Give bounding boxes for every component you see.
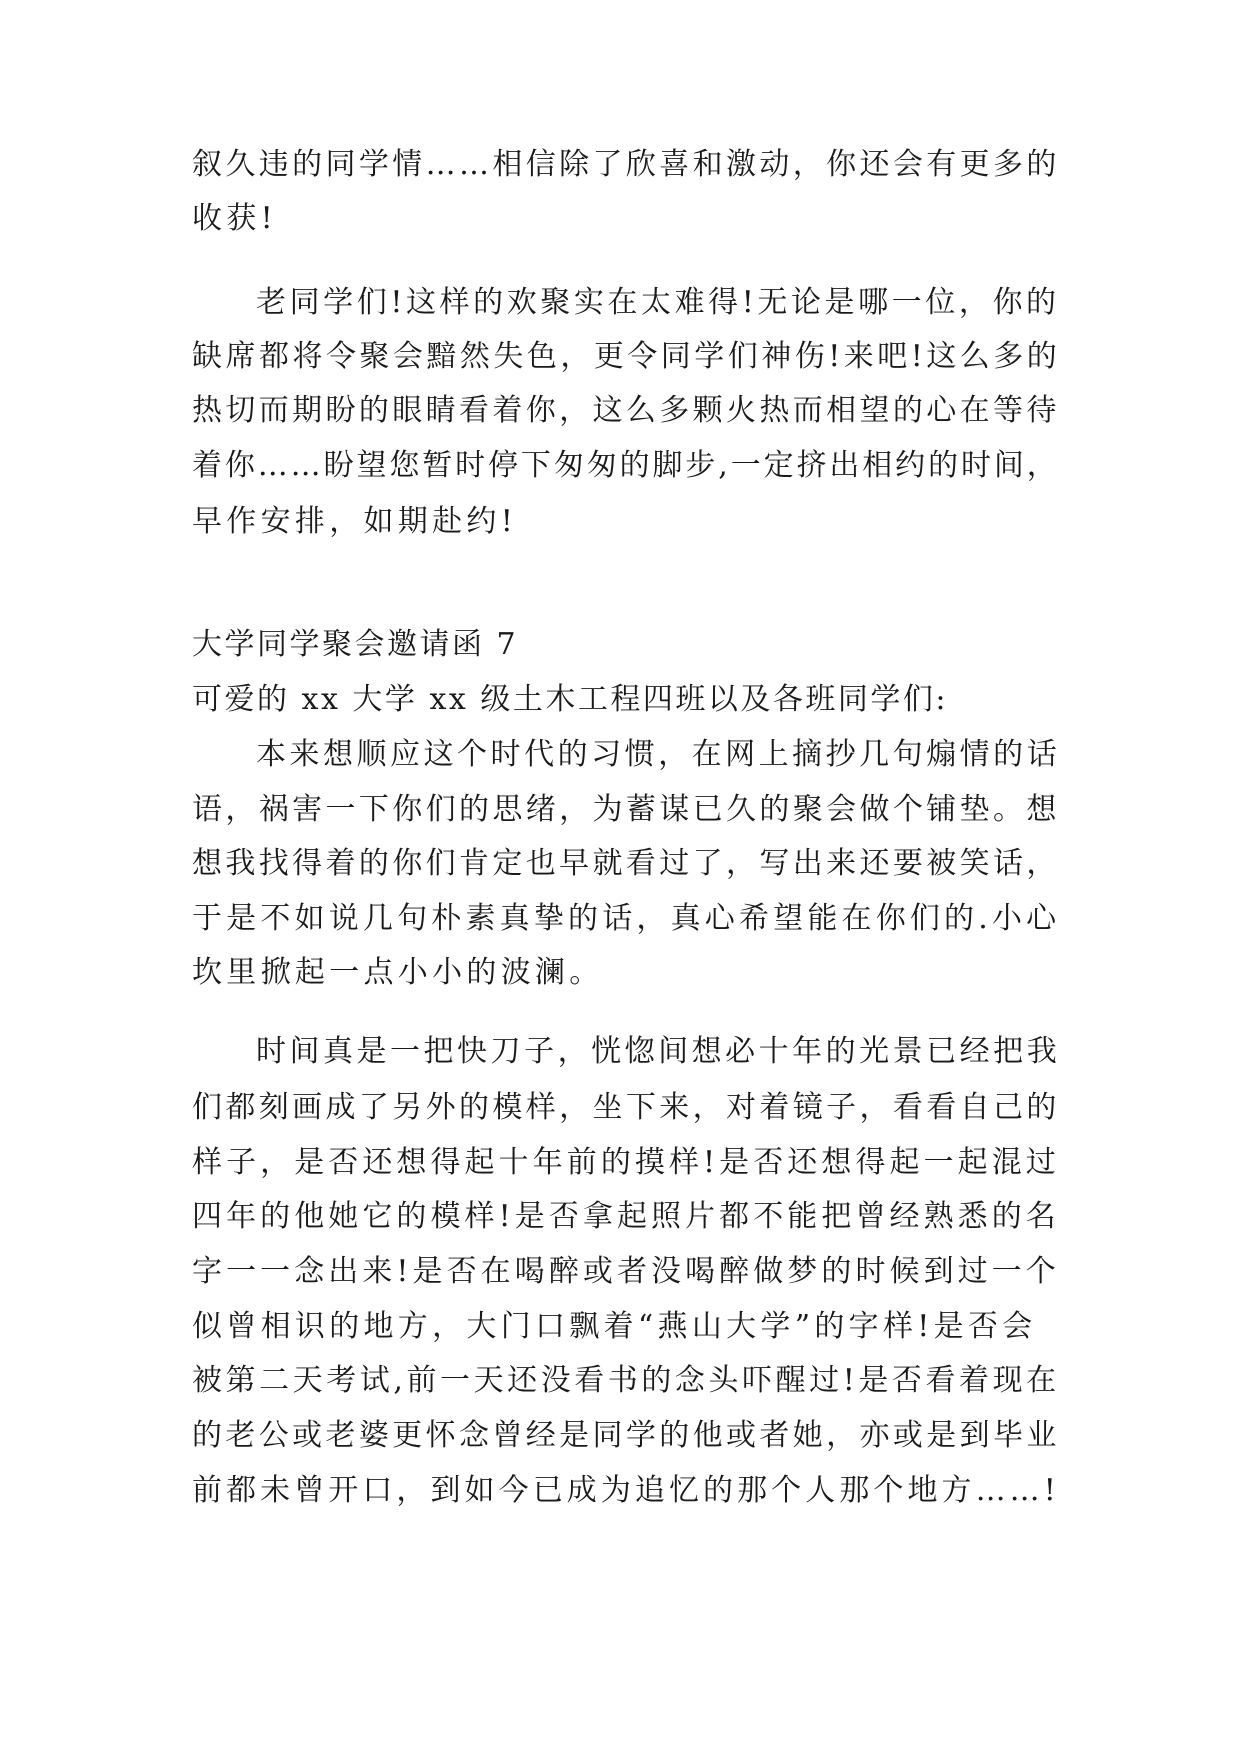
text-line: 样子，是否还想得起十年前的摸样!是否还想得起一起混过	[192, 1145, 1060, 1180]
text-line: 的老公或老婆更怀念曾经是同学的他或者她，亦或是到毕业	[192, 1418, 1060, 1453]
text-line: 前都未曾开口，到如今已成为追忆的那个人那个地方……!	[192, 1473, 1060, 1508]
paragraph-first-line: 本来想顺应这个时代的习惯，在网上摘抄几句煽情的话	[256, 737, 1061, 772]
text-line: 叙久违的同学情……相信除了欣喜和激动，你还会有更多的	[192, 147, 1060, 182]
text-line: 四年的他她它的模样!是否拿起照片都不能把曾经熟悉的名	[192, 1199, 1060, 1234]
text-line: 字一一念出来!是否在喝醉或者没喝醉做梦的时候到过一个	[192, 1254, 1060, 1289]
salutation: 可爱的 xx 大学 xx 级土木工程四班以及各班同学们:	[192, 682, 948, 717]
text-line: 坎里掀起一点小小的波澜。	[192, 955, 604, 990]
text-line: 想我找得着的你们肯定也早就看过了，写出来还要被笑话，	[192, 846, 1060, 881]
text-line: 似曾相识的地方，大门口飘着“燕山大学”的字样!是否会	[192, 1309, 1037, 1344]
text-line: 热切而期盼的眼睛看着你，这么多颗火热而相望的心在等待	[192, 393, 1060, 428]
text-line: 收获!	[192, 201, 277, 236]
paragraph-first-line: 时间真是一把快刀子，恍惚间想必十年的光景已经把我	[256, 1034, 1061, 1069]
section-heading: 大学同学聚会邀请函 7	[192, 627, 519, 662]
text-line: 语，祸害一下你们的思绪，为蓄谋已久的聚会做个铺垫。想	[192, 792, 1060, 827]
text-line: 们都刻画成了另外的模样，坐下来，对着镜子，看看自己的	[192, 1090, 1060, 1125]
text-line: 于是不如说几句朴素真挚的话，真心希望能在你们的.小心	[192, 901, 1061, 936]
text-line: 被第二天考试,前一天还没看书的念头吓醒过!是否看着现在	[192, 1363, 1060, 1398]
paragraph-first-line: 老同学们!这样的欢聚实在太难得!无论是哪一位，你的	[256, 285, 1060, 320]
text-line: 缺席都将令聚会黯然失色，更令同学们神伤!来吧!这么多的	[192, 339, 1061, 374]
text-line: 着你……盼望您暂时停下匆匆的脚步,一定挤出相约的时间，	[192, 448, 1060, 483]
text-line: 早作安排，如期赴约!	[192, 504, 518, 539]
